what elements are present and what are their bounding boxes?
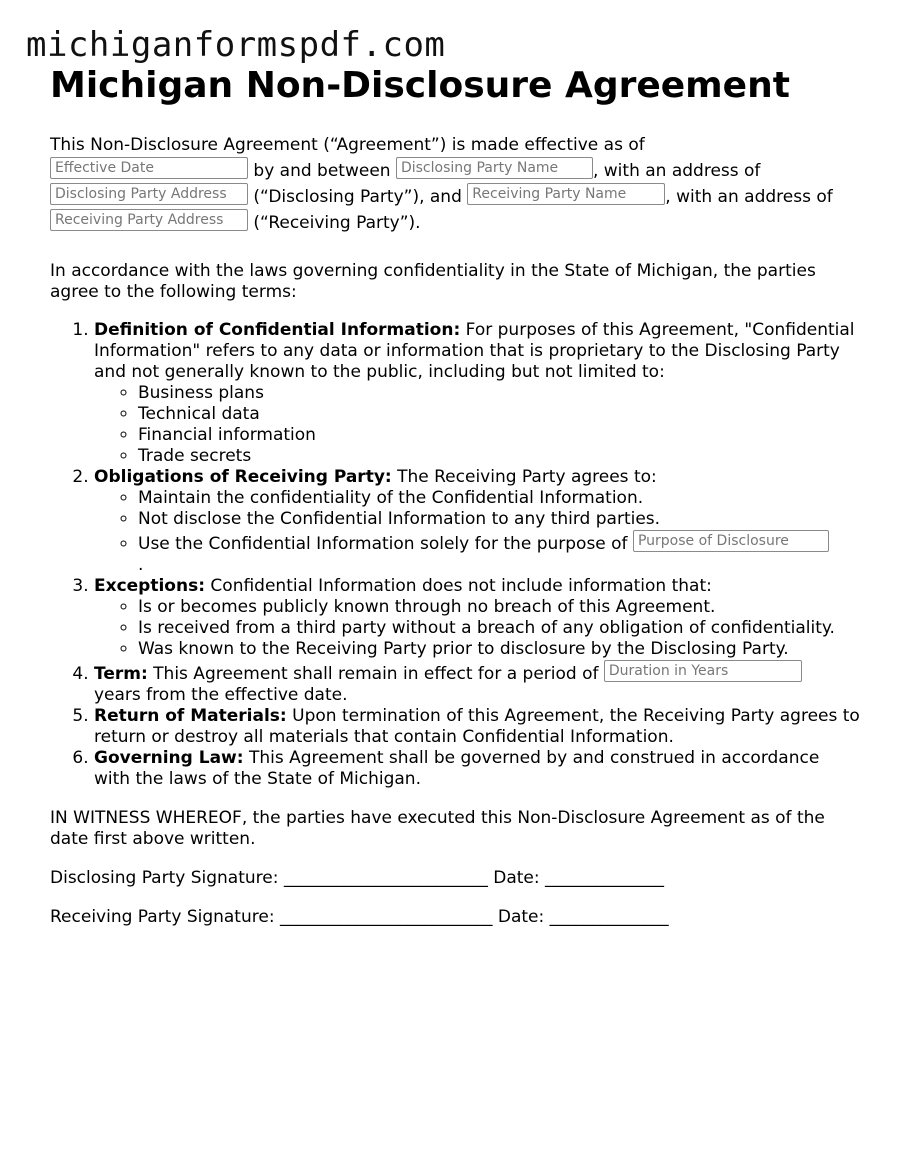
terms-list (50, 320, 860, 790)
duration-in-years-field[interactable]: Duration in Years (604, 660, 802, 682)
disclosing-party-address-field[interactable]: Disclosing Party Address (50, 183, 248, 205)
term-text: The Receiving Party agrees to: (391, 467, 657, 487)
list-item (138, 530, 860, 576)
term-heading: Exceptions: (94, 576, 206, 596)
intro-text-6: (“Receiving Party”). (253, 213, 421, 233)
list-item: ◦ Was known to the Receiving Party prior to disclosure by the Disclosing Party. (138, 639, 860, 660)
receiving-party-name-field[interactable]: Receiving Party Name (467, 183, 665, 205)
term-heading: Term: (94, 664, 148, 684)
governing-laws-paragraph: In accordance with the laws governing confidentiality in the State of Michigan, the parties agree to the following terms: (50, 261, 816, 302)
term-duration (94, 660, 860, 706)
page-title: Michigan Non-Disclosure Agreement (50, 65, 790, 106)
list-item: ◦ Trade secrets (138, 446, 860, 467)
term-text: This Agreement shall remain in effect for a period of (147, 664, 599, 684)
term-heading: Return of Materials: (94, 706, 287, 726)
intro-paragraph (50, 134, 860, 235)
term-text: For purposes of this Agreement, "Confidential Information" refers to any data or information that is proprietary to the Disclosing Party and not generally known to the public, including but not limited to: (94, 320, 855, 382)
term-exceptions (94, 576, 860, 660)
site-watermark: michiganformspdf.com (26, 25, 446, 65)
list-item: ◦ Is received from a third party without a breach of any obligation of confidentiality. (138, 618, 860, 639)
agreement-document (50, 64, 860, 928)
receiving-party-address-field[interactable]: Receiving Party Address (50, 209, 248, 231)
list-item: ◦ Maintain the confidentiality of the Confidential Information. (138, 488, 860, 509)
list-item: ◦ Technical data (138, 404, 860, 425)
purpose-text: Use the Confidential Information solely for the purpose of (138, 534, 628, 554)
intro-text-4: (“Disclosing Party”), and (253, 187, 462, 207)
list-item: ◦ Is or becomes publicly known through no breach of this Agreement. (138, 597, 860, 618)
list-item: ◦ Financial information (138, 425, 860, 446)
term-heading: Obligations of Receiving Party: (94, 467, 392, 487)
term-text-end: years from the effective date. (94, 685, 348, 705)
term-heading: Definition of Confidential Information: (94, 320, 461, 340)
sub-list (94, 383, 860, 467)
purpose-period: . (138, 555, 144, 575)
term-heading: Governing Law: (94, 748, 244, 768)
purpose-of-disclosure-field[interactable]: Purpose of Disclosure (633, 530, 829, 552)
term-text: This Agreement shall be governed by and construed in accordance with the laws of the State of Michigan. (94, 748, 820, 789)
list-item: ◦ Not disclose the Confidential Information to any third parties. (138, 509, 860, 530)
witness-paragraph: IN WITNESS WHEREOF, the parties have executed this Non-Disclosure Agreement as of the date first above written. (50, 808, 825, 849)
term-return-of-materials (94, 706, 860, 748)
intro-text-1: This Non-Disclosure Agreement (“Agreement”) is made effective as of (50, 135, 645, 155)
list-item: ◦ Business plans (138, 383, 860, 404)
receiving-signature-line: Receiving Party Signature: _________________________ Date: ______________ (50, 907, 669, 927)
sub-list (94, 597, 860, 660)
term-text: Confidential Information does not include information that: (205, 576, 712, 596)
effective-date-field[interactable]: Effective Date (50, 157, 248, 179)
disclosing-party-name-field[interactable]: Disclosing Party Name (396, 157, 593, 179)
term-obligations (94, 467, 860, 576)
intro-text-3: , with an address of (592, 161, 761, 181)
term-governing-law (94, 748, 860, 790)
term-text: Upon termination of this Agreement, the Receiving Party agrees to return or destroy all materials that contain Confidential Information. (94, 706, 860, 747)
intro-text-5: , with an address of (665, 187, 833, 207)
term-definition (94, 320, 860, 467)
sub-list (94, 488, 860, 576)
disclosing-signature-line: Disclosing Party Signature: ________________________ Date: ______________ (50, 868, 665, 888)
intro-text-2: by and between (253, 161, 391, 181)
